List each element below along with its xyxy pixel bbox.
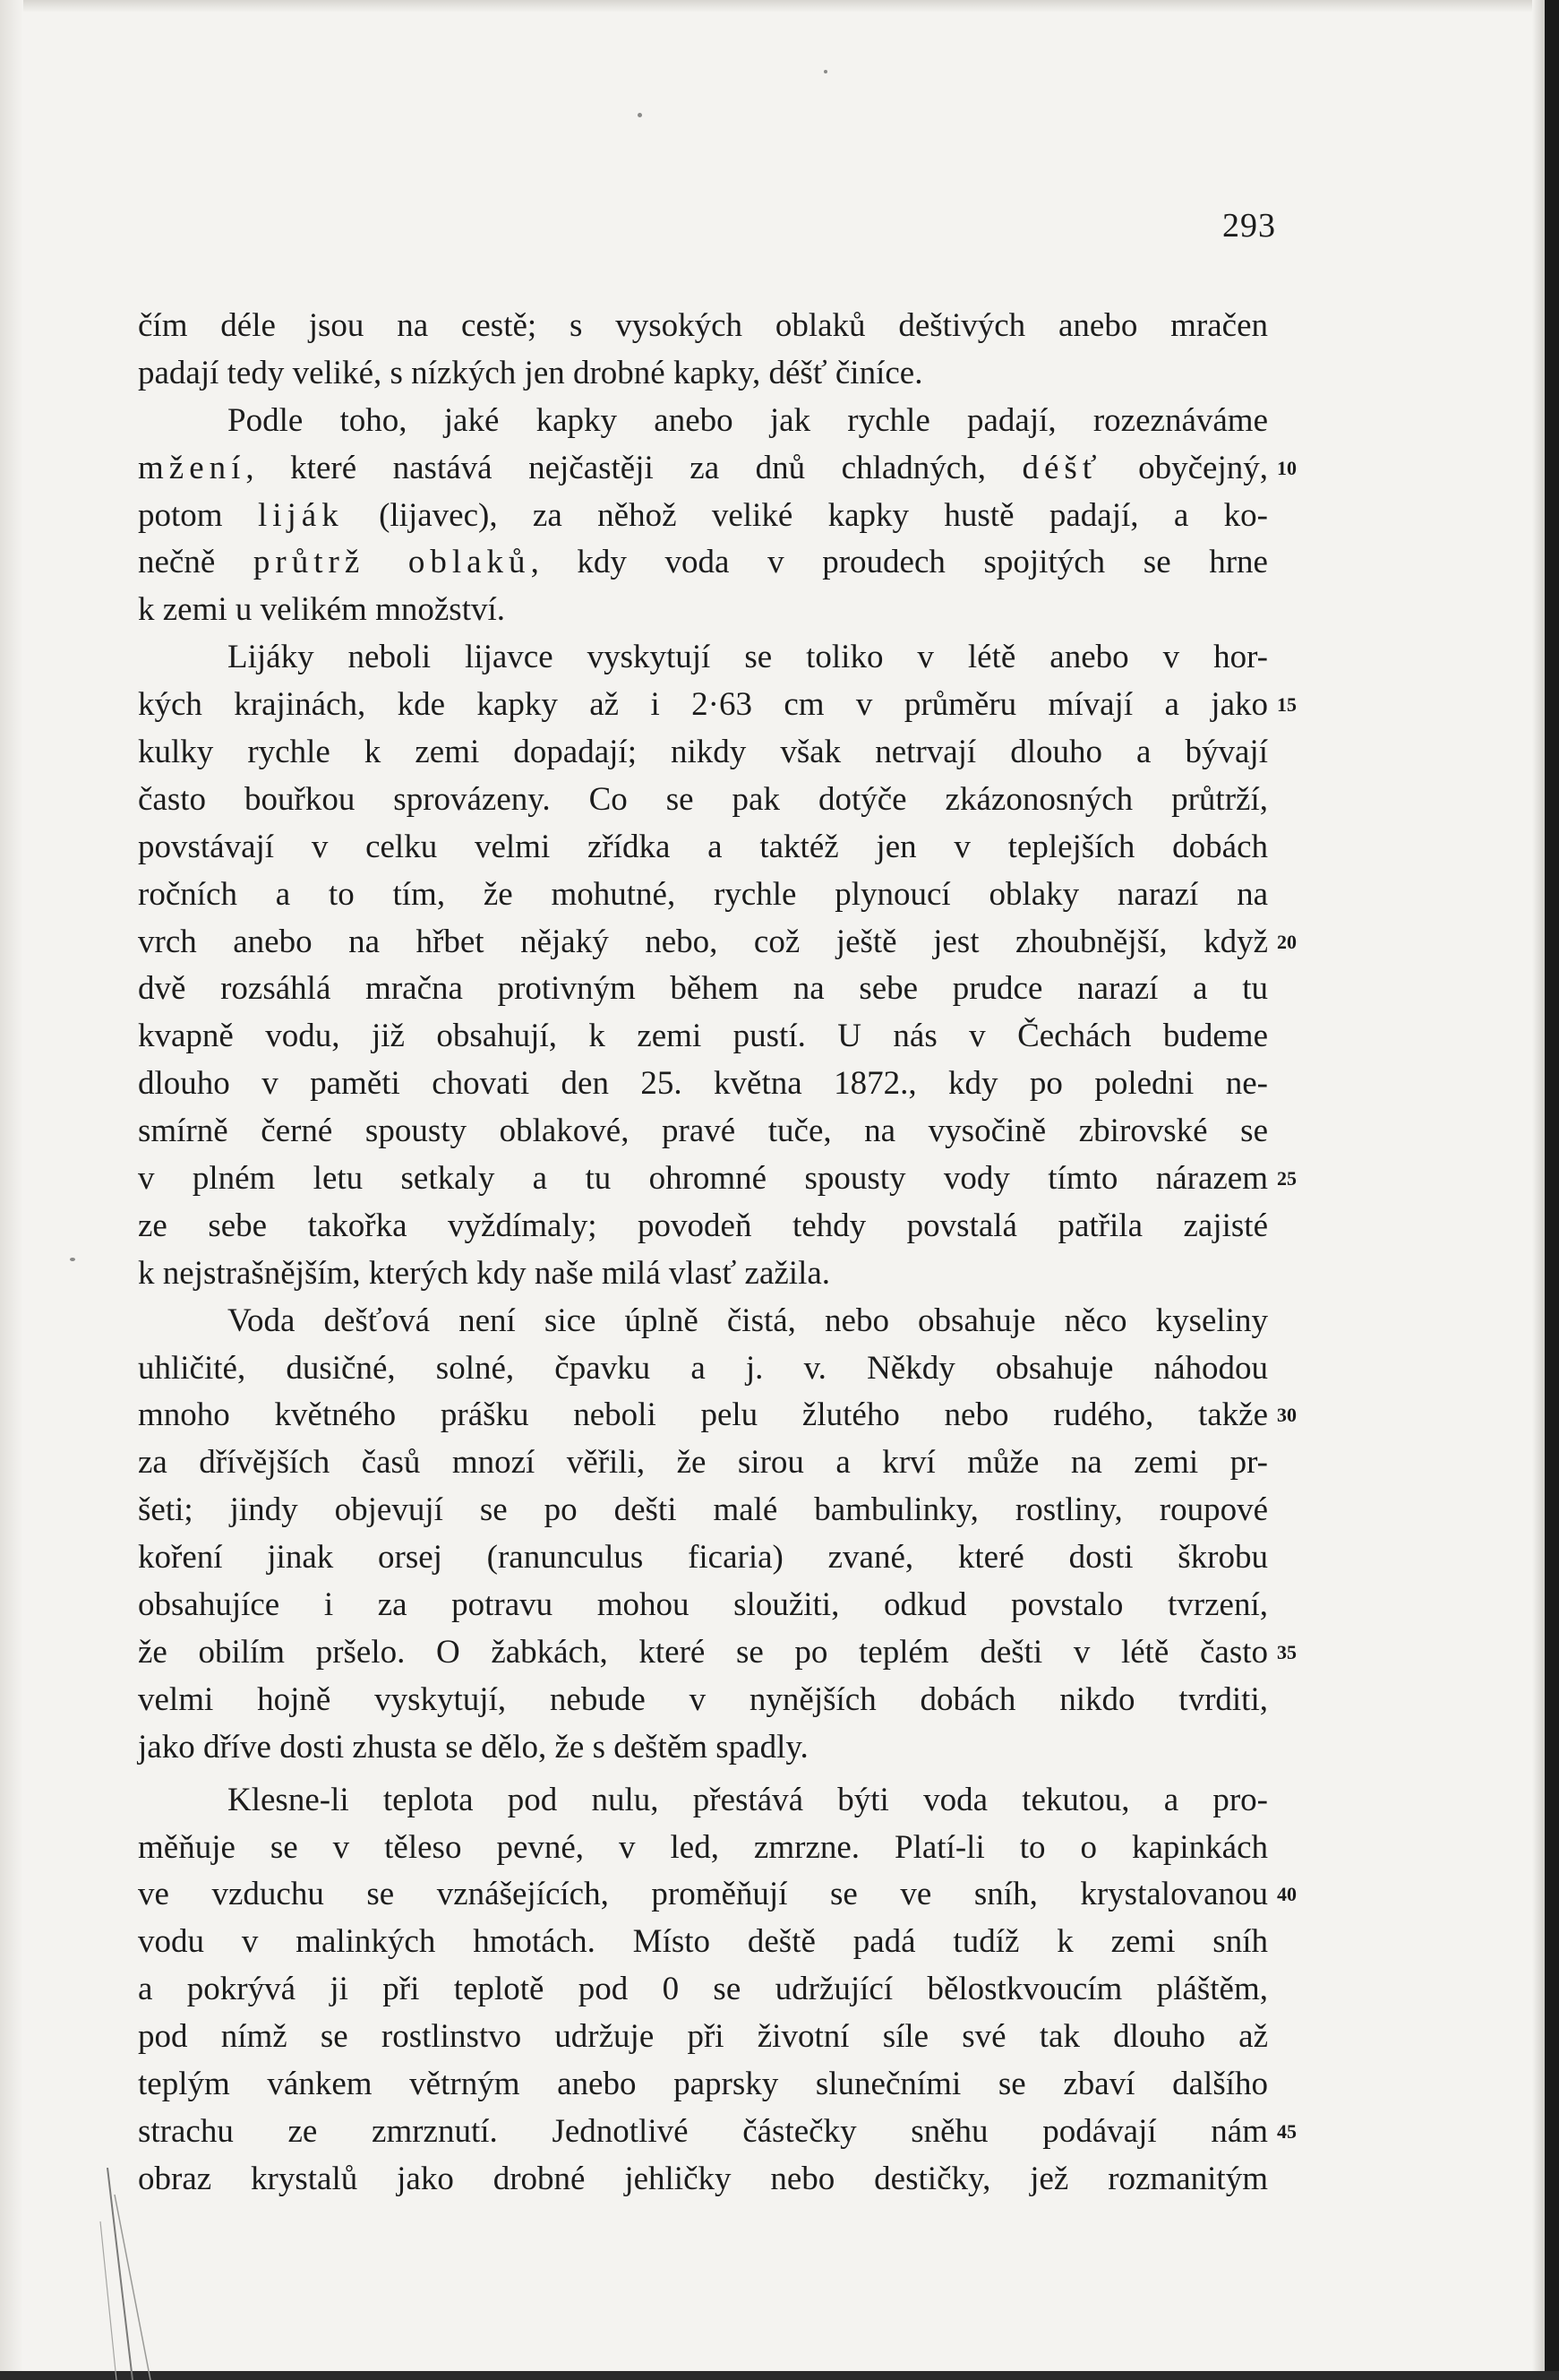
text-line [138,350,1268,398]
text-line [138,1013,1268,1061]
line-number: 25 [1277,1167,1297,1190]
text-line [138,2109,1297,2156]
text-run: koření jinak orsej (ranunculus ficaria) zvané, které dosti škrobu [138,1539,1268,1577]
text-line [138,493,1268,540]
text-run: velmi hojně vyskytují, nebude v nynějších dobách nikdo tvrditi, [138,1680,1268,1718]
text-line [138,729,1268,777]
emphasized-term: mžení [138,449,246,486]
text-run: potom [138,496,258,534]
text-run: kvapně vodu, již obsahují, k zemi pustí. U nás v Čechách budeme [138,1018,1268,1055]
text-line [138,1392,1297,1439]
text-line [138,1108,1268,1156]
text-run: povstávají v celku velmi zřídka a taktéž jen v teplejších dobách [138,828,1268,865]
text-line [138,539,1268,587]
text-run: že obilím pršelo. O žabkách, které se po teplém dešti v létě často [138,1633,1268,1671]
line-number: 15 [1277,693,1297,717]
text-run: za dřívějších časů mnozí věřili, že sirou a krví může na zemi pr- [138,1444,1268,1482]
text-line [138,1677,1268,1724]
text-run: (lijavec), za něhož veliké kapky hustě padají, a ko- [343,496,1269,534]
text-run: Podle toho, jaké kapky anebo jak rychle padají, rozeznáváme [227,401,1268,439]
text-run: jako dříve dosti zhusta se dělo, že s deštěm spadly. [138,1728,809,1766]
scan-speck [638,113,642,117]
line-number: 35 [1277,1640,1297,1663]
text-line [138,1966,1268,2014]
text-line [138,1724,1268,1772]
scan-edge-left [0,0,23,2380]
text-run: strachu ze zmrznutí. Jednotlivé částečky sněhu podávají nám [138,2112,1268,2150]
text-run: ročních a to tím, že mohutné, rychle plynoucí oblaky narazí na [138,875,1268,913]
text-run: často bouřkou sprovázeny. Co se pak dotýče zkázonosných průtrží, [138,780,1268,818]
text-run: obraz krystalů jako drobné jehličky nebo destičky, jež rozmanitým [138,2160,1268,2197]
text-run: k zemi u velikém množství. [138,591,505,629]
line-number: 45 [1277,2119,1297,2143]
scan-edge-bottom [0,2371,1559,2380]
scan-edge-shadow [1532,0,1545,2380]
text-line [138,1439,1268,1487]
text-run: pod nímž se rostlinstvo udržuje při životní síle své tak dlouho až [138,2018,1268,2056]
text-run: padají tedy veliké, s nízkých jen drobné kapky, déšť činíce. [138,354,923,391]
text-line [138,1919,1268,1966]
text-run: obsahujíce i za potravu mohou sloužiti, odkud povstalo tvrzení, [138,1586,1268,1624]
text-run: nečně [138,544,253,581]
scan-speck [70,1258,75,1261]
line-number: 20 [1277,930,1297,953]
body-text [138,303,1297,2204]
text-run: k nejstrašnějším, kterých kdy naše milá vlasť zažila. [138,1254,831,1292]
line-number: 10 [1277,456,1297,479]
emphasized-term: déšť [1022,449,1102,486]
text-run: , které nastává nejčastěji za dnů chladných, [245,449,1023,486]
text-line [138,1825,1268,1872]
text-run: čím déle jsou na cestě; s vysokých oblaků deštivých anebo mračen [138,307,1268,344]
text-line [138,398,1268,445]
text-line [138,682,1297,729]
text-run: kých krajinách, kde kapky až i 2·63 cm v průměru mívají a jako [138,686,1268,724]
text-line [138,2014,1268,2061]
text-run: a pokrývá ji při teplotě pod 0 se udržující bělostkvoucím pláštěm, [138,1971,1268,2008]
text-line [138,966,1268,1013]
text-run: mnoho květného prášku neboli pelu žlutého nebo rudého, takže [138,1396,1268,1434]
emphasized-term: průtrž oblaků [253,544,531,581]
text-run: uhličité, dusičné, solné, čpavku a j. v. Někdy obsahuje náhodou [138,1349,1268,1387]
text-line [138,1629,1297,1677]
text-run: Lijáky neboli lijavce vyskytují se toliko v létě anebo v hor- [227,639,1268,676]
text-line [138,919,1297,967]
text-run: dlouho v paměti chovati den 25. května 1872., kdy po poledni ne- [138,1065,1268,1103]
text-line [138,1250,1268,1298]
emphasized-term: liják [257,496,344,534]
text-run: teplým vánkem větrným anebo paprsky slunečními se zbaví dalšího [138,2065,1268,2102]
text-run: , kdy voda v proudech spojitých se hrne [530,544,1268,581]
text-line [138,1534,1268,1582]
text-line [138,634,1268,682]
text-line [138,1582,1268,1629]
text-run: měňuje se v těleso pevné, v led, zmrzne. Platí-li to o kapinkách [138,1828,1268,1866]
scan-edge-right [1545,0,1559,2380]
text-line [138,1061,1268,1108]
text-run: v plném letu setkaly a tu ohromné spousty vody tímto nárazem [138,1160,1268,1198]
line-number: 40 [1277,1883,1297,1906]
text-line [138,587,1268,634]
text-line [138,777,1268,824]
text-line [138,1871,1297,1919]
text-run: Klesne-li teplota pod nulu, přestává býti voda tekutou, a pro- [227,1781,1268,1818]
text-line [138,1203,1268,1250]
page-number: 293 [1222,207,1276,245]
line-number: 30 [1277,1404,1297,1427]
text-line [138,872,1268,919]
text-run: dvě rozsáhlá mračna protivným během na sebe prudce narazí a tu [138,970,1268,1008]
text-line [138,445,1297,493]
text-run: kulky rychle k zemi dopadají; nikdy však netrvají dlouho a bývají [138,734,1268,771]
text-line [138,1487,1268,1534]
text-line [138,2156,1268,2204]
text-run: Voda dešťová není sice úplně čistá, nebo obsahuje něco kyseliny [227,1302,1268,1339]
text-line [138,2061,1268,2109]
text-line [138,1298,1268,1345]
text-line [138,824,1268,872]
text-run: ve vzduchu se vznášejících, proměňují se ve sníh, krystalovanou [138,1876,1268,1913]
text-run: ze sebe takořka vyždímaly; povodeň tehdy povstalá patřila zajisté [138,1207,1268,1244]
scan-edge-top [0,0,1559,13]
text-run: šeti; jindy objevují se po dešti malé bambulinky, rostliny, roupové [138,1491,1268,1529]
scan-speck [824,70,827,73]
text-run: vrch anebo na hřbet nějaký nebo, což ještě jest zhoubnější, když [138,923,1268,960]
text-line [138,1156,1297,1203]
text-run: smírně černé spousty oblakové, pravé tuče, na vysočině zbirovské se [138,1113,1268,1150]
text-run: obyčejný, [1101,449,1268,486]
text-line [138,1777,1268,1825]
text-line [138,303,1268,350]
text-run: vodu v malinkých hmotách. Místo deště padá tudíž k zemi sníh [138,1923,1268,1961]
text-line [138,1345,1268,1393]
